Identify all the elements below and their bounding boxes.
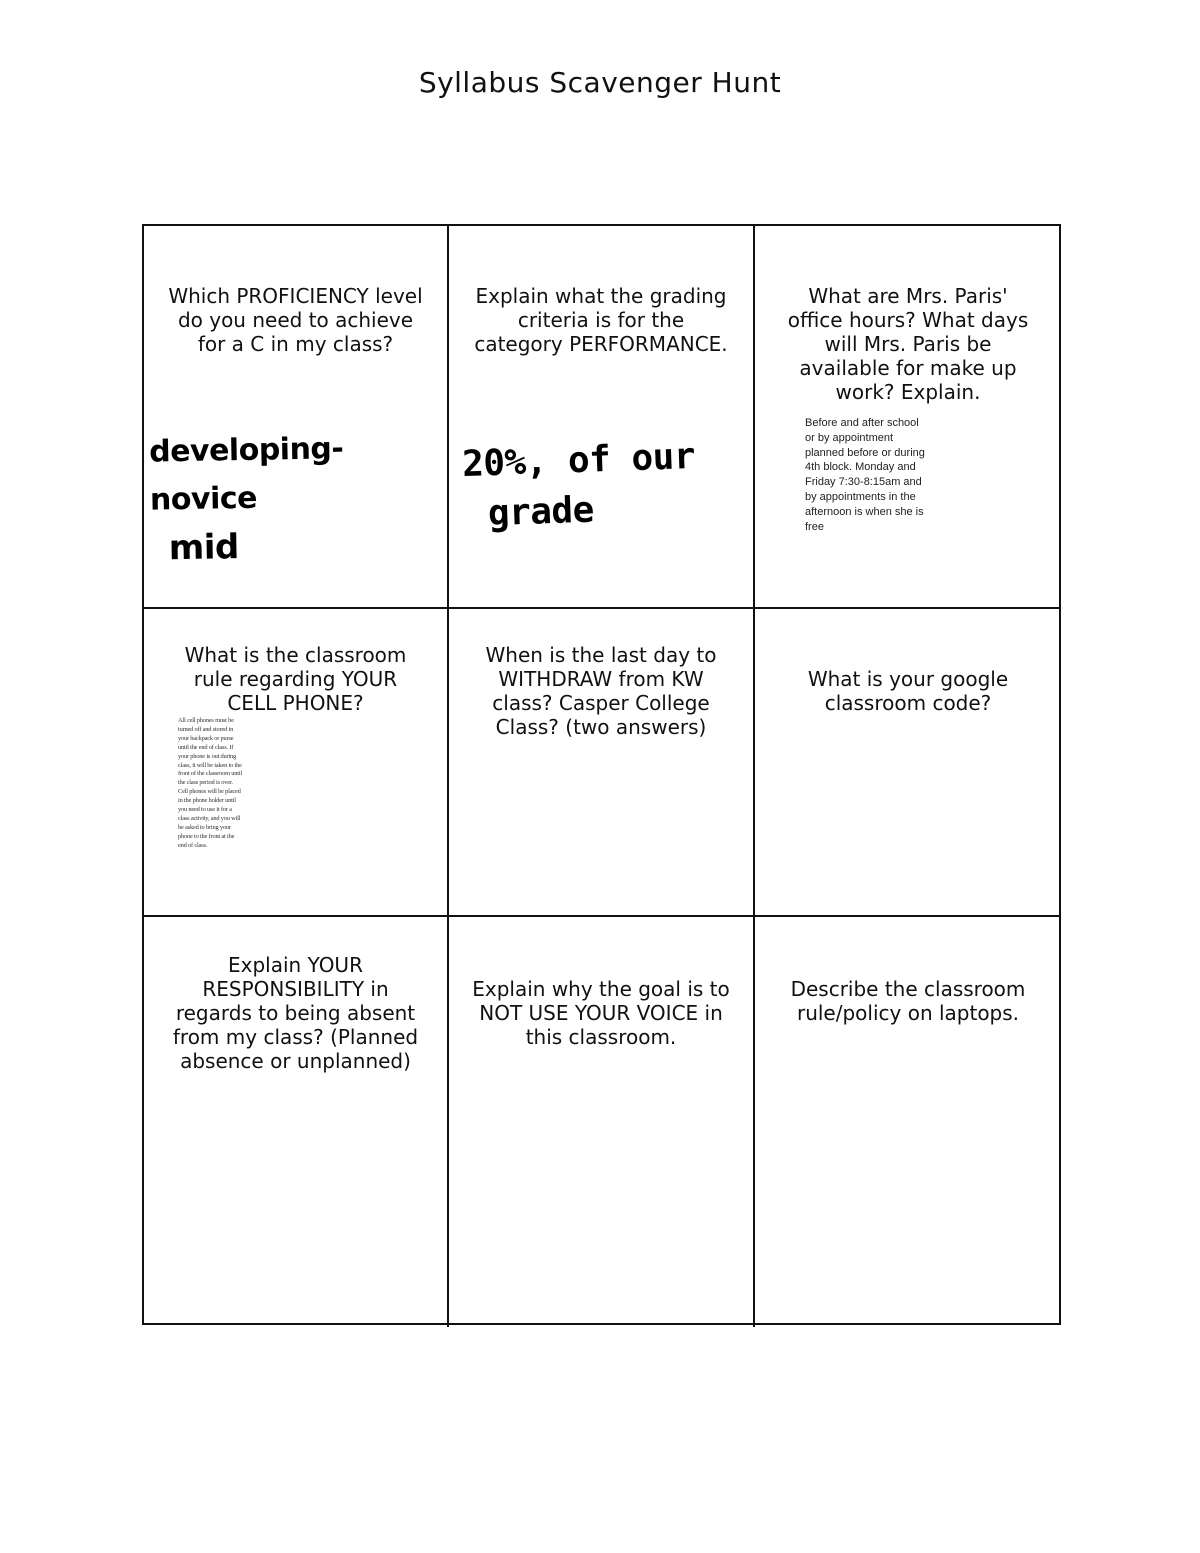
- handwritten-answer-proficiency: [148, 375, 449, 609]
- typed-answer-cell-phone: All cell phones must be turned off and stored in your backpack or purse until the end of class. If your phone is out during class, it will be taken to the front of the classroom until the class period is over. Cell phones will be placed in the phone holder until you need to use it for a class activity, and you will be asked to bring your phone to the front at the end of class.: [178, 717, 242, 849]
- cell-grading-criteria[interactable]: [449, 226, 755, 609]
- cell-office-hours[interactable]: [755, 226, 1061, 609]
- cell-no-voice-goal[interactable]: [449, 917, 755, 1327]
- question-proficiency: Which PROFICIENCY level do you need to achieve for a C in my class?: [168, 284, 423, 356]
- answer-line-2: grade: [487, 489, 595, 535]
- cell-google-classroom-code[interactable]: [755, 609, 1061, 917]
- cell-absence-responsibility[interactable]: [144, 917, 449, 1327]
- cell-laptop-policy[interactable]: [755, 917, 1061, 1327]
- question-absence-responsibility: Explain YOUR RESPONSIBILITY in regards to being absent from my class? (Planned absence or unplanned): [172, 953, 419, 1073]
- page-title: Syllabus Scavenger Hunt: [418, 66, 782, 99]
- question-no-voice-goal: Explain why the goal is to NOT USE YOUR VOICE in this classroom.: [472, 977, 730, 1049]
- scavenger-hunt-grid: [142, 224, 1061, 1325]
- question-withdraw-date: When is the last day to WITHDRAW from KW class? Casper College Class? (two answers): [485, 643, 717, 739]
- answer-line-1: 20%, of our: [461, 435, 696, 486]
- handwritten-answer-grading-criteria: [460, 382, 700, 590]
- cell-withdraw-date[interactable]: [449, 609, 755, 917]
- answer-line-1: developing-novice: [148, 431, 344, 518]
- cell-cell-phone[interactable]: [144, 609, 449, 917]
- question-grading-criteria: Explain what the grading criteria is for the category PERFORMANCE.: [474, 284, 728, 356]
- typed-answer-office-hours: Before and after school or by appointment planned before or during 4th block. Monday and Friday 7:30-8:15am and by appointments in the afternoon is when she is free: [805, 417, 925, 533]
- question-google-classroom-code: What is your google classroom code?: [807, 667, 1009, 715]
- question-laptop-policy: Describe the classroom rule/policy on laptops.: [790, 977, 1026, 1025]
- cell-proficiency[interactable]: [144, 226, 449, 609]
- answer-line-2: mid: [168, 527, 240, 569]
- question-office-hours: What are Mrs. Paris' office hours? What days will Mrs. Paris be available for make up work? Explain.: [787, 284, 1029, 404]
- question-cell-phone: What is the classroom rule regarding YOUR CELL PHONE?: [184, 643, 407, 715]
